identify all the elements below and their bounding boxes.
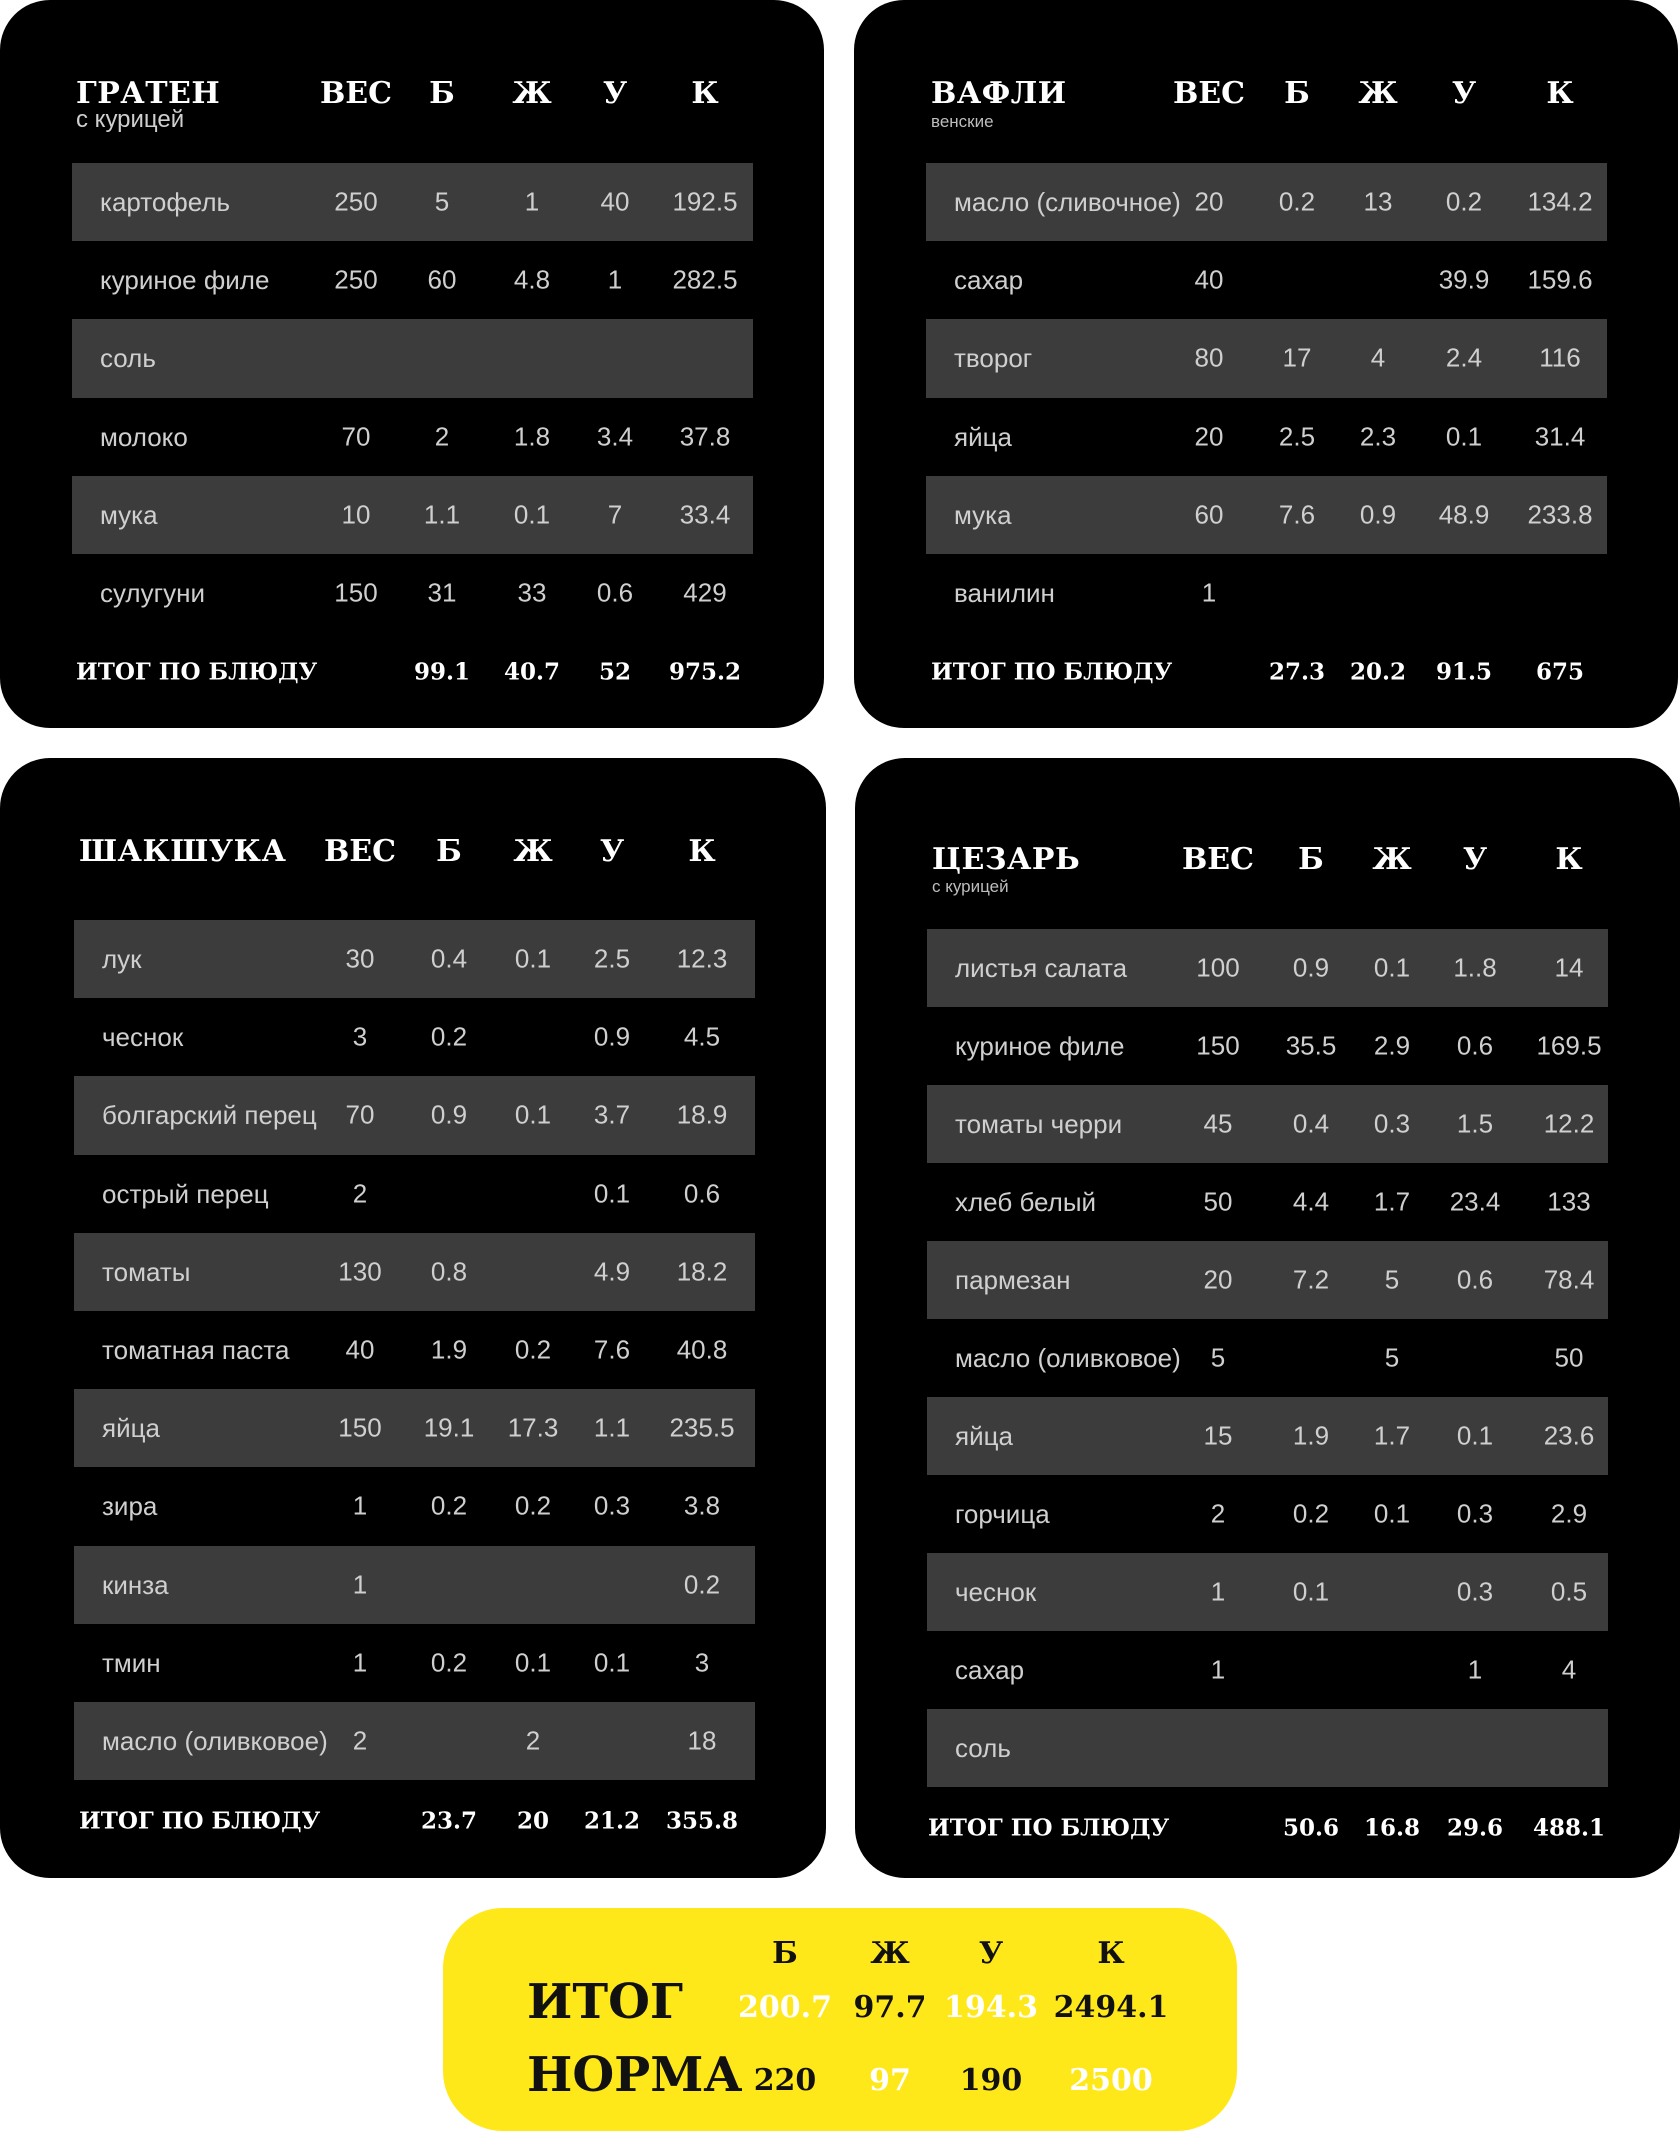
cell-carbs: 0.9 — [593, 1021, 631, 1052]
cell-weight: 1 — [352, 1569, 368, 1600]
cell-carbs: 0.2 — [1445, 186, 1483, 217]
total-carbs: 21.2 — [583, 1807, 641, 1835]
ingredient-name: яйца — [954, 421, 1012, 452]
total-protein: 99.1 — [413, 658, 471, 686]
ingredient-name: зира — [102, 1491, 158, 1522]
ingredient-name: масло (сливочное) — [954, 187, 1181, 218]
table-row — [74, 1311, 755, 1389]
table-row — [927, 1163, 1608, 1241]
cell-weight: 1 — [1201, 577, 1217, 608]
cell-weight: 1 — [1210, 1576, 1226, 1607]
cell-carbs: 1.5 — [1456, 1108, 1494, 1139]
table-row — [927, 1241, 1608, 1319]
cell-fat: 0.1 — [514, 943, 552, 974]
cell-weight: 250 — [334, 264, 378, 295]
cell-protein: 1.9 — [1292, 1420, 1330, 1451]
card-shakshuka — [0, 758, 826, 1878]
cell-weight: 20 — [1194, 186, 1224, 217]
total-kcal: 355.8 — [665, 1807, 739, 1835]
table-row — [74, 1076, 755, 1154]
ingredient-name: томаты черри — [955, 1109, 1123, 1139]
cell-kcal: 37.8 — [679, 421, 731, 452]
dish-total-row — [855, 1803, 1680, 1853]
table-row — [74, 1389, 755, 1467]
summary-total-kcal: 2494.1 — [1053, 1990, 1169, 2025]
dish-total-label: ИТОГ ПО БЛЮДУ — [928, 1814, 1170, 1842]
cell-protein: 0.4 — [430, 943, 468, 974]
ingredient-table — [74, 920, 755, 1780]
summary-norm-label: НОРМА — [527, 2047, 743, 2103]
cell-weight: 70 — [345, 1099, 375, 1130]
ingredient-name: болгарский перец — [102, 1100, 317, 1131]
cell-kcal: 133 — [1547, 1186, 1591, 1217]
cell-weight: 150 — [338, 1412, 382, 1443]
total-kcal: 675 — [1535, 658, 1585, 686]
header-kcal: К — [1546, 76, 1574, 111]
header-kcal: К — [1555, 842, 1583, 877]
cell-fat: 33 — [517, 577, 547, 608]
table-row — [927, 1319, 1608, 1397]
summary-total-protein: 200.7 — [738, 1990, 832, 2025]
table-row — [927, 1007, 1608, 1085]
cell-carbs: 3.7 — [593, 1099, 631, 1130]
ingredient-name: сахар — [955, 1655, 1025, 1685]
cell-protein: 2.5 — [1278, 421, 1316, 452]
dish-total-row — [0, 647, 824, 697]
header-carbs: У — [1462, 842, 1488, 877]
cell-fat: 1.8 — [513, 421, 551, 452]
summary-header-fat: Ж — [870, 1936, 910, 1971]
summary-total-label: ИТОГ — [527, 1974, 684, 2030]
cell-fat: 0.3 — [1373, 1108, 1411, 1139]
dish-total-row — [854, 647, 1678, 697]
cell-carbs: 0.6 — [1456, 1030, 1494, 1061]
cell-protein: 0.4 — [1292, 1108, 1330, 1139]
ingredient-name: ванилин — [954, 578, 1055, 609]
table-row — [927, 1085, 1608, 1163]
cell-kcal: 18 — [687, 1725, 717, 1756]
cell-weight: 3 — [352, 1021, 368, 1052]
cell-carbs: 1.1 — [593, 1412, 631, 1443]
cell-fat: 0.9 — [1359, 499, 1397, 530]
cell-kcal: 12.3 — [676, 943, 728, 974]
table-row — [927, 929, 1608, 1007]
cell-fat: 4.8 — [513, 264, 551, 295]
cell-protein: 0.9 — [1292, 952, 1330, 983]
cell-fat: 13 — [1363, 186, 1393, 217]
cell-carbs: 1 — [1467, 1654, 1483, 1685]
header-weight: ВЕС — [1181, 842, 1255, 877]
cell-carbs: 0.3 — [1456, 1498, 1494, 1529]
cell-kcal: 4 — [1561, 1654, 1577, 1685]
ingredient-table — [926, 163, 1607, 632]
cell-weight: 50 — [1203, 1186, 1233, 1217]
total-fat: 20 — [516, 1807, 550, 1835]
table-row — [74, 1233, 755, 1311]
table-row — [74, 1467, 755, 1545]
cell-carbs: 1..8 — [1453, 952, 1497, 983]
cell-kcal: 282.5 — [672, 264, 738, 295]
cell-kcal: 169.5 — [1536, 1030, 1602, 1061]
cell-weight: 80 — [1194, 342, 1224, 373]
cell-kcal: 12.2 — [1543, 1108, 1595, 1139]
table-row — [74, 1624, 755, 1702]
cell-fat: 0.1 — [1373, 952, 1411, 983]
table-row — [72, 163, 753, 241]
cell-kcal: 0.5 — [1550, 1576, 1588, 1607]
cell-weight: 2 — [352, 1178, 368, 1209]
total-kcal: 488.1 — [1532, 1814, 1606, 1842]
cell-weight: 20 — [1203, 1264, 1233, 1295]
cell-protein: 0.9 — [430, 1099, 468, 1130]
ingredient-name: пармезан — [955, 1265, 1071, 1295]
summary-norm-kcal: 2500 — [1069, 2063, 1153, 2098]
header-kcal: К — [691, 76, 719, 111]
cell-weight: 1 — [352, 1647, 368, 1678]
ingredient-name: масло (оливковое) — [955, 1343, 1181, 1373]
cell-weight: 60 — [1194, 499, 1224, 530]
summary-norm-protein: 220 — [753, 2063, 817, 2098]
cell-carbs: 2.5 — [593, 943, 631, 974]
cell-carbs: 0.6 — [596, 577, 634, 608]
table-row — [927, 1631, 1608, 1709]
header-weight: ВЕС — [323, 834, 397, 869]
cell-fat: 0.2 — [514, 1334, 552, 1365]
cell-weight: 15 — [1203, 1420, 1233, 1451]
card-subtitle: венские — [931, 112, 994, 131]
total-carbs: 91.5 — [1435, 658, 1493, 686]
dish-total-label: ИТОГ ПО БЛЮДУ — [76, 658, 318, 686]
summary-total-fat: 97.7 — [853, 1990, 927, 2025]
table-row — [72, 398, 753, 476]
ingredient-name: соль — [955, 1733, 1011, 1763]
cell-carbs: 1 — [607, 264, 623, 295]
header-protein: Б — [1284, 76, 1310, 111]
ingredient-name: куриное филе — [955, 1031, 1125, 1061]
cell-carbs: 0.1 — [593, 1647, 631, 1678]
cell-weight: 150 — [1196, 1030, 1240, 1061]
card-title: ВАФЛИ — [931, 76, 1067, 111]
header-protein: Б — [429, 76, 455, 111]
cell-protein: 60 — [427, 264, 457, 295]
summary-norm-carbs: 190 — [959, 2063, 1023, 2098]
header-fat: Ж — [1372, 842, 1412, 877]
cell-weight: 70 — [341, 421, 371, 452]
card-subtitle: с курицей — [76, 106, 185, 133]
cell-carbs: 0.3 — [1456, 1576, 1494, 1607]
dish-total-label: ИТОГ ПО БЛЮДУ — [79, 1807, 321, 1835]
header-carbs: У — [602, 76, 628, 111]
cell-kcal: 78.4 — [1543, 1264, 1595, 1295]
cell-kcal: 159.6 — [1527, 264, 1593, 295]
cell-weight: 250 — [334, 186, 378, 217]
cell-fat: 0.1 — [514, 1647, 552, 1678]
cell-kcal: 4.5 — [683, 1021, 721, 1052]
table-row — [72, 319, 753, 397]
cell-carbs: 0.6 — [1456, 1264, 1494, 1295]
card-wafli — [854, 0, 1678, 728]
ingredient-name: лук — [102, 944, 142, 975]
cell-protein: 0.2 — [430, 1021, 468, 1052]
cell-kcal: 14 — [1554, 952, 1584, 983]
header-weight: ВЕС — [1172, 76, 1246, 111]
cell-carbs: 4.9 — [593, 1256, 631, 1287]
table-row — [927, 1553, 1608, 1631]
card-title: ШАКШУКА — [79, 834, 287, 869]
cell-fat: 0.1 — [1373, 1498, 1411, 1529]
table-row — [74, 1702, 755, 1780]
ingredient-name: картофель — [100, 187, 231, 218]
total-fat: 20.2 — [1349, 658, 1407, 686]
cell-protein: 0.2 — [1278, 186, 1316, 217]
table-row — [926, 554, 1607, 632]
cell-kcal: 429 — [683, 577, 727, 608]
ingredient-name: хлеб белый — [955, 1187, 1097, 1217]
dish-total-label: ИТОГ ПО БЛЮДУ — [931, 658, 1173, 686]
cell-carbs: 7.6 — [593, 1334, 631, 1365]
header-fat: Ж — [1358, 76, 1398, 111]
cell-carbs: 0.1 — [1445, 421, 1483, 452]
header-fat: Ж — [513, 834, 553, 869]
ingredient-name: молоко — [100, 421, 188, 452]
total-protein: 50.6 — [1282, 1814, 1340, 1842]
cell-protein: 4.4 — [1292, 1186, 1330, 1217]
cell-carbs: 39.9 — [1438, 264, 1490, 295]
cell-protein: 35.5 — [1285, 1030, 1337, 1061]
table-row — [926, 163, 1607, 241]
cell-protein: 0.2 — [430, 1490, 468, 1521]
card-subtitle: с курицей — [932, 877, 1009, 896]
summary-header-protein: Б — [772, 1936, 798, 1971]
cell-weight: 5 — [1210, 1342, 1226, 1373]
ingredient-name: томатная паста — [102, 1335, 290, 1366]
cell-carbs: 0.1 — [593, 1178, 631, 1209]
header-protein: Б — [436, 834, 462, 869]
cell-fat: 0.2 — [514, 1490, 552, 1521]
cell-protein: 31 — [427, 577, 457, 608]
cell-kcal: 50 — [1554, 1342, 1584, 1373]
header-fat: Ж — [512, 76, 552, 111]
ingredient-name: сахар — [954, 265, 1024, 296]
ingredient-name: творог — [954, 343, 1033, 374]
dish-total-row — [0, 1796, 826, 1846]
ingredient-name: сулугуни — [100, 578, 205, 609]
ingredient-name: куриное филе — [100, 265, 270, 296]
cell-kcal: 3 — [694, 1647, 710, 1678]
cell-weight: 40 — [345, 1334, 375, 1365]
cell-fat: 0.1 — [513, 499, 551, 530]
header-carbs: У — [1451, 76, 1477, 111]
ingredient-name: тмин — [102, 1647, 161, 1678]
cell-weight: 40 — [1194, 264, 1224, 295]
cell-carbs: 23.4 — [1449, 1186, 1501, 1217]
cell-weight: 10 — [341, 499, 371, 530]
header-kcal: К — [688, 834, 716, 869]
ingredient-name: мука — [100, 499, 158, 530]
cell-protein: 7.6 — [1278, 499, 1316, 530]
cell-carbs: 7 — [607, 499, 623, 530]
ingredient-name: томаты — [102, 1256, 191, 1287]
ingredient-name: соль — [100, 343, 156, 374]
table-row — [926, 398, 1607, 476]
cell-fat: 1.7 — [1373, 1186, 1411, 1217]
card-graten — [0, 0, 824, 728]
cell-kcal: 233.8 — [1527, 499, 1593, 530]
cell-kcal: 18.2 — [676, 1256, 728, 1287]
cell-fat: 2.9 — [1373, 1030, 1411, 1061]
ingredient-name: масло (оливковое) — [102, 1725, 328, 1756]
total-fat: 16.8 — [1363, 1814, 1421, 1842]
ingredient-name: мука — [954, 499, 1012, 530]
cell-kcal: 31.4 — [1534, 421, 1586, 452]
table-row — [72, 241, 753, 319]
table-row — [74, 1155, 755, 1233]
table-row — [74, 1546, 755, 1624]
cell-weight: 1 — [352, 1490, 368, 1521]
total-protein: 27.3 — [1268, 658, 1326, 686]
cell-carbs: 0.3 — [593, 1490, 631, 1521]
ingredient-name: яйца — [955, 1421, 1013, 1451]
ingredient-table — [927, 929, 1608, 1787]
table-row — [74, 998, 755, 1076]
cell-fat: 5 — [1384, 1342, 1400, 1373]
card-title: ЦЕЗАРЬ — [932, 842, 1081, 877]
table-row — [927, 1475, 1608, 1553]
ingredient-name: острый перец — [102, 1178, 269, 1209]
cell-kcal: 33.4 — [679, 499, 731, 530]
cell-protein: 2 — [434, 421, 450, 452]
summary-norm-fat: 97 — [869, 2063, 911, 2098]
ingredient-name: горчица — [955, 1499, 1050, 1529]
ingredient-name: яйца — [102, 1413, 160, 1444]
cell-fat: 4 — [1370, 342, 1386, 373]
ingredient-name: чеснок — [955, 1577, 1037, 1607]
ingredient-name: чеснок — [102, 1022, 184, 1053]
total-fat: 40.7 — [503, 658, 561, 686]
cell-fat: 0.1 — [514, 1099, 552, 1130]
cell-weight: 100 — [1196, 952, 1240, 983]
header-protein: Б — [1298, 842, 1324, 877]
total-carbs: 52 — [598, 658, 632, 686]
cell-weight: 2 — [352, 1725, 368, 1756]
header-carbs: У — [599, 834, 625, 869]
table-row — [927, 1709, 1608, 1787]
cell-protein: 19.1 — [423, 1412, 475, 1443]
table-row — [927, 1397, 1608, 1475]
cell-weight: 20 — [1194, 421, 1224, 452]
cell-protein: 7.2 — [1292, 1264, 1330, 1295]
cell-protein: 17 — [1282, 342, 1312, 373]
summary-total-carbs: 194.3 — [944, 1990, 1038, 2025]
cell-kcal: 134.2 — [1527, 186, 1593, 217]
cell-weight: 45 — [1203, 1108, 1233, 1139]
cell-protein: 1.9 — [430, 1334, 468, 1365]
table-row — [74, 920, 755, 998]
ingredient-name: кинза — [102, 1569, 169, 1600]
cell-carbs: 48.9 — [1438, 499, 1490, 530]
cell-kcal: 192.5 — [672, 186, 738, 217]
cell-kcal: 0.6 — [683, 1178, 721, 1209]
card-title: ГРАТЕН — [76, 76, 221, 111]
cell-protein: 1.1 — [423, 499, 461, 530]
summary-header-kcal: К — [1097, 1936, 1125, 1971]
summary-panel — [443, 1908, 1237, 2131]
cell-protein: 0.2 — [1292, 1498, 1330, 1529]
cell-carbs: 0.1 — [1456, 1420, 1494, 1451]
cell-weight: 1 — [1210, 1654, 1226, 1685]
cell-kcal: 116 — [1539, 342, 1581, 373]
total-protein: 23.7 — [420, 1807, 478, 1835]
table-row — [926, 476, 1607, 554]
cell-weight: 130 — [338, 1256, 382, 1287]
cell-weight: 150 — [334, 577, 378, 608]
header-weight: ВЕС — [319, 76, 393, 111]
cell-fat: 2 — [525, 1725, 541, 1756]
cell-protein: 0.8 — [430, 1256, 468, 1287]
cell-weight: 2 — [1210, 1498, 1226, 1529]
cell-carbs: 3.4 — [596, 421, 634, 452]
cell-protein: 0.2 — [430, 1647, 468, 1678]
cell-kcal: 3.8 — [683, 1490, 721, 1521]
card-caesar — [855, 758, 1680, 1878]
cell-kcal: 235.5 — [669, 1412, 735, 1443]
summary-header-carbs: У — [978, 1936, 1004, 1971]
ingredient-table — [72, 163, 753, 632]
cell-protein: 0.1 — [1292, 1576, 1330, 1607]
total-carbs: 29.6 — [1446, 1814, 1504, 1842]
table-row — [72, 476, 753, 554]
table-row — [926, 319, 1607, 397]
cell-kcal: 40.8 — [676, 1334, 728, 1365]
cell-fat: 1 — [524, 186, 540, 217]
cell-kcal: 2.9 — [1550, 1498, 1588, 1529]
table-row — [926, 241, 1607, 319]
table-row — [72, 554, 753, 632]
cell-carbs: 2.4 — [1445, 342, 1483, 373]
ingredient-name: листья салата — [955, 953, 1128, 983]
cell-carbs: 40 — [600, 186, 630, 217]
cell-fat: 1.7 — [1373, 1420, 1411, 1451]
cell-weight: 30 — [345, 943, 375, 974]
cell-kcal: 23.6 — [1543, 1420, 1595, 1451]
cell-kcal: 18.9 — [676, 1099, 728, 1130]
cell-protein: 5 — [434, 186, 450, 217]
cell-fat: 2.3 — [1359, 421, 1397, 452]
cell-kcal: 0.2 — [683, 1569, 721, 1600]
total-kcal: 975.2 — [668, 658, 742, 686]
cell-fat: 17.3 — [507, 1412, 559, 1443]
cell-fat: 5 — [1384, 1264, 1400, 1295]
